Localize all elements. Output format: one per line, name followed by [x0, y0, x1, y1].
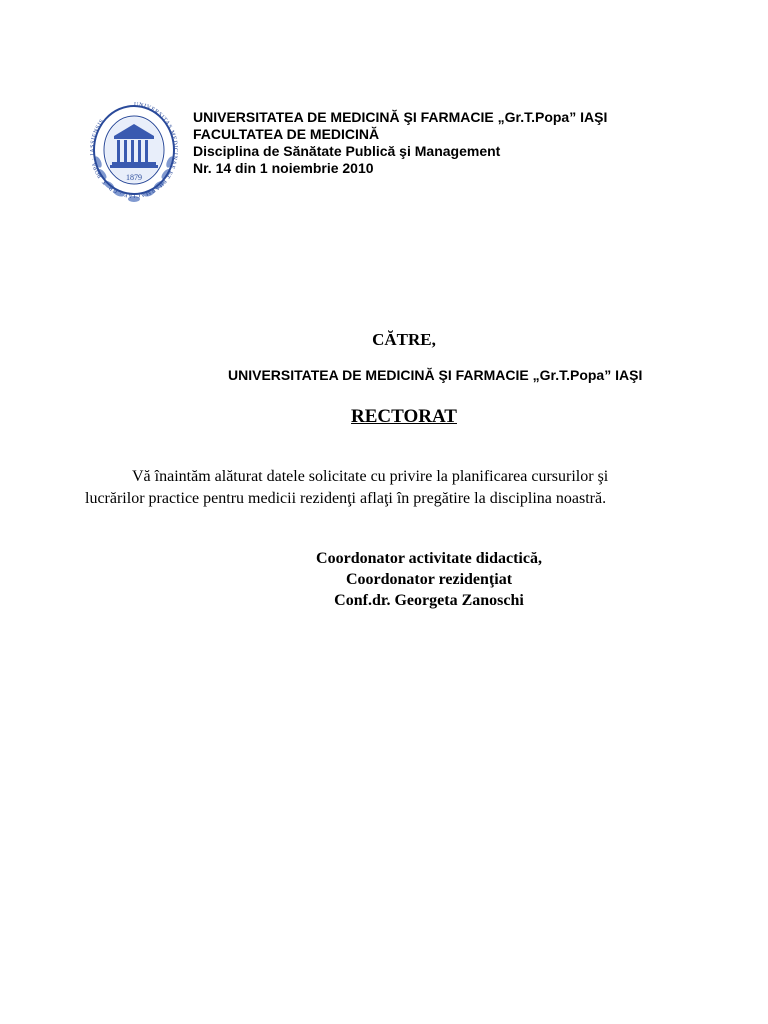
addressee-office: RECTORAT — [351, 406, 457, 427]
university-seal-logo — [84, 92, 184, 210]
letter-body — [85, 466, 685, 510]
svg-text:1879: 1879 — [126, 173, 142, 182]
letterhead-discipline: Disciplina de Sănătate Publică şi Management — [193, 143, 501, 159]
signature-role-2: Coordonator rezidenţiat — [345, 571, 513, 588]
letterhead-university: UNIVERSITATEA DE MEDICINĂ ŞI FARMACIE „Gr.T.Popa” IAŞI — [193, 109, 608, 125]
svg-text:UNIVERSITAS MEDICINAE ET PHARM: UNIVERSITAS MEDICINAE ET PHARMACIAE · GR. T. POPA · IASSIENSIS — [89, 101, 178, 199]
letterhead — [193, 109, 753, 177]
letter-body-line-1: Vă înaintăm alăturat datele solicitate cu privire la planificarea cursurilor şi — [132, 468, 609, 485]
signature-role-1: Coordonator activitate didactică, — [316, 550, 542, 567]
letter-body-line-2: lucrărilor practice pentru medicii rezidenţi aflaţi în pregătire la disciplina noastră. — [85, 490, 607, 507]
signature-name: Conf.dr. Georgeta Zanoschi — [334, 592, 524, 609]
letterhead-faculty: FACULTATEA DE MEDICINĂ — [193, 126, 380, 142]
addressee-to: CĂTRE, — [372, 330, 436, 349]
letterhead-document-number: Nr. 14 din 1 noiembrie 2010 — [193, 160, 374, 176]
addressee-institution: UNIVERSITATEA DE MEDICINĂ ŞI FARMACIE „Gr.T.Popa” IAŞI — [228, 367, 643, 383]
signature-block — [300, 548, 558, 611]
